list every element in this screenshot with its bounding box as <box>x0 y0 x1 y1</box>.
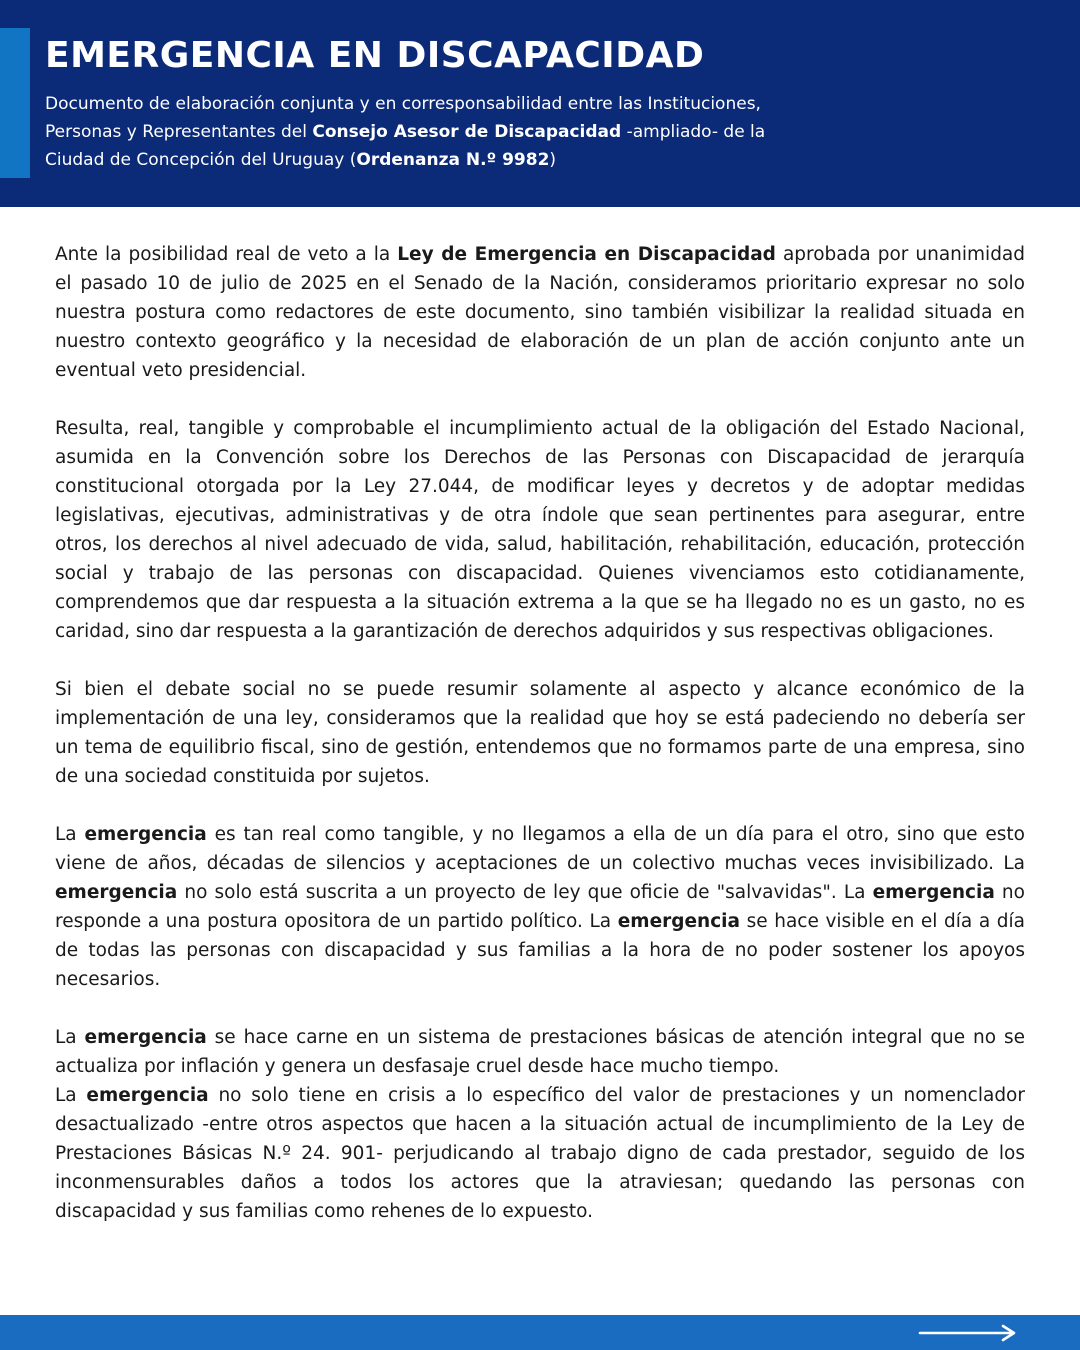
paragraph-4 <box>55 820 1025 994</box>
subtitle-text: Ciudad de Concepción del Uruguay ( <box>45 150 357 170</box>
emphasis-word: emergencia <box>84 824 207 845</box>
subtitle-line-2 <box>45 118 905 146</box>
emphasis-word: emergencia <box>86 1085 209 1106</box>
subtitle-council-name: Consejo Asesor de Discapacidad <box>312 122 622 142</box>
paragraph-text: Ante la posibilidad real de veto a la <box>55 244 398 265</box>
paragraph-5 <box>55 1023 1025 1081</box>
emphasis-word: emergencia <box>872 882 995 903</box>
page-title: EMERGENCIA EN DISCAPACIDAD <box>45 35 705 76</box>
paragraph-3: Si bien el debate social no se puede resumir solamente al aspecto y alcance económico de la implementación de una ley, consideramos que la realidad que hoy se está padeciendo no debería ser un tema de equilibrio fiscal, sino de gestión, entendemos que no formamos parte de una empresa, sino de una sociedad constituida por sujetos. <box>55 679 1025 787</box>
emphasis-word: emergencia <box>617 911 740 932</box>
paragraph-2: Resulta, real, tangible y comprobable el incumplimiento actual de la obligación del Estado Nacional, asumida en la Convención sobre los Derechos de las Personas con Discapacidad de jerarquía constitucional otorgada por la Ley 27.044, de modificar leyes y decretos y de adoptar medidas legislativas, ejecutivas, administrativas y de otra índole que sean pertinentes para asegurar, entre otros, los derechos al nivel adecuado de vida, salud, habilitación, rehabilitación, educación, protección social y trabajo de las personas con discapacidad. Quienes vivenciamos esto cotidianamente, comprendemos que dar respuesta a la situación extrema a la que se ha llegado no es un gasto, no es caridad, sino dar respuesta a la garantización de derechos adquiridos y sus respectivas obligaciones. <box>55 418 1025 642</box>
paragraph-text: se hace visible en el día a día de todas las personas con discapacidad y sus familias a la hora de no poder sostener los apoyos necesarios. <box>55 911 1026 990</box>
law-name: Ley de Emergencia en Discapacidad <box>397 244 776 265</box>
paragraph-text: no responde a una postura opositora de un partido político. La <box>55 882 1025 932</box>
paragraph-text: La <box>55 1085 87 1106</box>
arrow-right-icon[interactable] <box>918 1324 1018 1342</box>
emphasis-word: emergencia <box>55 882 178 903</box>
subtitle-text: ) <box>549 150 557 170</box>
page-subtitle <box>45 90 905 174</box>
subtitle-line-1: Documento de elaboración conjunta y en corresponsabilidad entre las Instituciones, <box>45 94 761 114</box>
paragraph-1 <box>55 240 1025 385</box>
paragraph-text: La <box>55 1027 85 1048</box>
paragraph-6 <box>55 1081 1025 1226</box>
paragraph-text: no solo tiene en crisis a lo específico del valor de prestaciones y un nomenclador desactualizado -entre otros aspectos que hacen a la situación actual de incumplimiento de la Ley de Prestaciones Básicas N.º 24. 901- perjudicando al trabajo digno de cada prestador, seguido de los inconmensurables daños a todos los actores que la atraviesan; quedando las personas con discapacidad y sus familias como rehenes de lo expuesto. <box>55 1085 1025 1222</box>
paragraph-text: La <box>55 824 85 845</box>
emphasis-word: emergencia <box>84 1027 207 1048</box>
paragraph-text: se hace carne en un sistema de prestaciones básicas de atención integral que no se actualiza por inflación y genera un desfasaje cruel desde hace mucho tiempo. <box>55 1027 1025 1077</box>
footer-bar <box>0 1315 1080 1350</box>
document-body <box>55 240 1025 1226</box>
paragraph-text: aprobada por unanimidad el pasado 10 de julio de 2025 en el Senado de la Nación, consideramos prioritario expresar no solo nuestra postura como redactores de este documento, sino también visibilizar la realidad situada en nuestro contexto geográfico y la necesidad de elaboración de un plan de acción conjunto ante un eventual veto presidencial. <box>55 244 1026 381</box>
header-banner <box>0 0 1080 207</box>
paragraph-text: es tan real como tangible, y no llegamos a ella de un día para el otro, sino que esto viene de años, décadas de silencios y aceptaciones de un colectivo muchas veces invisibilizado. La <box>55 824 1026 874</box>
header-accent-bar <box>0 28 30 178</box>
paragraph-text: no solo está suscrita a un proyecto de ley que oficie de "salvavidas". La <box>177 882 873 903</box>
subtitle-text: Personas y Representantes del <box>45 122 313 142</box>
subtitle-line-3 <box>45 146 905 174</box>
subtitle-text: -ampliado- de la <box>621 122 766 142</box>
subtitle-ordinance: Ordenanza N.º 9982 <box>356 150 550 170</box>
